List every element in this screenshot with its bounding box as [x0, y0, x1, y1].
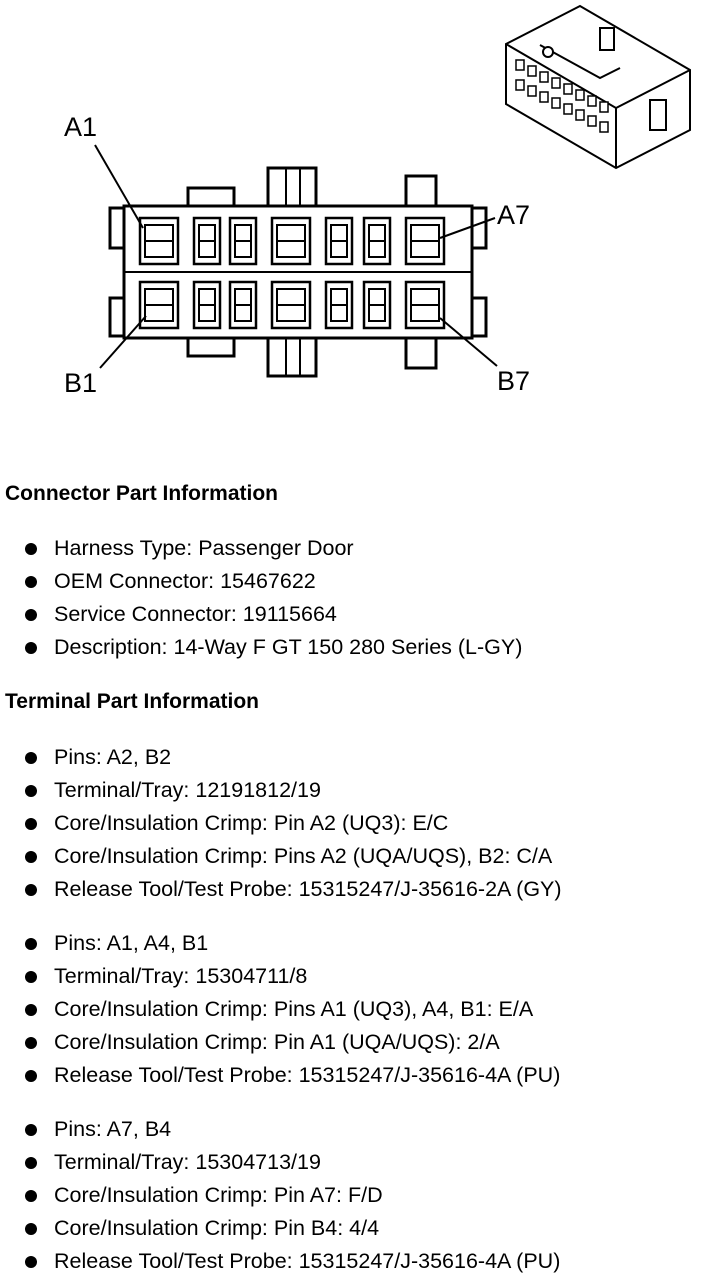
- list-item-text: Pins: A1, A4, B1: [54, 931, 209, 955]
- list-item-text: Harness Type: Passenger Door: [54, 536, 354, 560]
- list-item-text: Description: 14-Way F GT 150 280 Series (L-GY): [54, 635, 523, 659]
- list-item: [0, 960, 560, 993]
- label-b1: B1: [64, 368, 98, 398]
- list-item-text: Terminal/Tray: 12191812/19: [54, 778, 321, 802]
- list-item: [0, 631, 522, 664]
- list-item: [0, 1059, 560, 1092]
- terminal-part-heading: Terminal Part Information: [5, 690, 259, 713]
- list-item-text: Core/Insulation Crimp: Pin A1 (UQA/UQS): 2/A: [54, 1030, 500, 1054]
- list-item-text: Service Connector: 19115664: [54, 602, 337, 626]
- bullet-icon: [25, 851, 37, 863]
- list-item-text: Pins: A2, B2: [54, 745, 172, 769]
- label-b7: B7: [497, 366, 531, 396]
- list-item-text: Pins: A7, B4: [54, 1117, 172, 1141]
- list-item: [0, 741, 562, 774]
- list-item: [0, 598, 522, 631]
- bullet-icon: [25, 1004, 37, 1016]
- bullet-icon: [25, 1256, 37, 1268]
- list-item: [0, 1146, 560, 1179]
- label-a7: A7: [497, 200, 531, 230]
- bullet-icon: [25, 1223, 37, 1235]
- list-item-text: Core/Insulation Crimp: Pin A2 (UQ3): E/C: [54, 811, 449, 835]
- bullet-icon: [25, 752, 37, 764]
- list-item-text: Core/Insulation Crimp: Pin A7: F/D: [54, 1183, 383, 1207]
- bullet-icon: [25, 884, 37, 896]
- list-item-text: Release Tool/Test Probe: 15315247/J-35616-2A (GY): [54, 877, 562, 901]
- bullet-icon: [25, 576, 37, 588]
- list-item: [0, 1212, 560, 1245]
- list-item-text: Terminal/Tray: 15304711/8: [54, 964, 308, 988]
- connector-diagram: [0, 0, 704, 420]
- list-item: [0, 1179, 560, 1212]
- list-item: [0, 840, 562, 873]
- list-item-text: Release Tool/Test Probe: 15315247/J-35616-4A (PU): [54, 1063, 561, 1087]
- list-item-text: Terminal/Tray: 15304713/19: [54, 1150, 321, 1174]
- terminal-group-list: [0, 1113, 560, 1278]
- bullet-icon: [25, 818, 37, 830]
- bullet-icon: [25, 938, 37, 950]
- bullet-icon: [25, 1157, 37, 1169]
- bullet-icon: [25, 1124, 37, 1136]
- list-item: [0, 927, 560, 960]
- list-item: [0, 873, 562, 906]
- connector-3d-illustration: [506, 6, 690, 168]
- bullet-icon: [25, 1190, 37, 1202]
- bullet-icon: [25, 1070, 37, 1082]
- list-item-text: Core/Insulation Crimp: Pins A1 (UQ3), A4, B1: E/A: [54, 997, 534, 1021]
- list-item: [0, 565, 522, 598]
- bullet-icon: [25, 785, 37, 797]
- list-item: [0, 1245, 560, 1278]
- bullet-icon: [25, 642, 37, 654]
- terminal-group-list: [0, 927, 560, 1092]
- connector-part-heading: Connector Part Information: [5, 482, 279, 505]
- list-item: [0, 807, 562, 840]
- connector-face-view: [110, 168, 486, 376]
- bullet-icon: [25, 609, 37, 621]
- list-item: [0, 1026, 560, 1059]
- bullet-icon: [25, 971, 37, 983]
- list-item: [0, 993, 560, 1026]
- list-item-text: OEM Connector: 15467622: [54, 569, 316, 593]
- connector-part-list: [0, 532, 522, 664]
- list-item: [0, 1113, 560, 1146]
- label-a1: A1: [64, 112, 98, 142]
- bullet-icon: [25, 543, 37, 555]
- terminal-group-list: [0, 741, 562, 906]
- list-item-text: Core/Insulation Crimp: Pins A2 (UQA/UQS), B2: C/A: [54, 844, 553, 868]
- bullet-icon: [25, 1037, 37, 1049]
- list-item: [0, 774, 562, 807]
- list-item-text: Release Tool/Test Probe: 15315247/J-35616-4A (PU): [54, 1249, 561, 1273]
- list-item: [0, 532, 522, 565]
- list-item-text: Core/Insulation Crimp: Pin B4: 4/4: [54, 1216, 380, 1240]
